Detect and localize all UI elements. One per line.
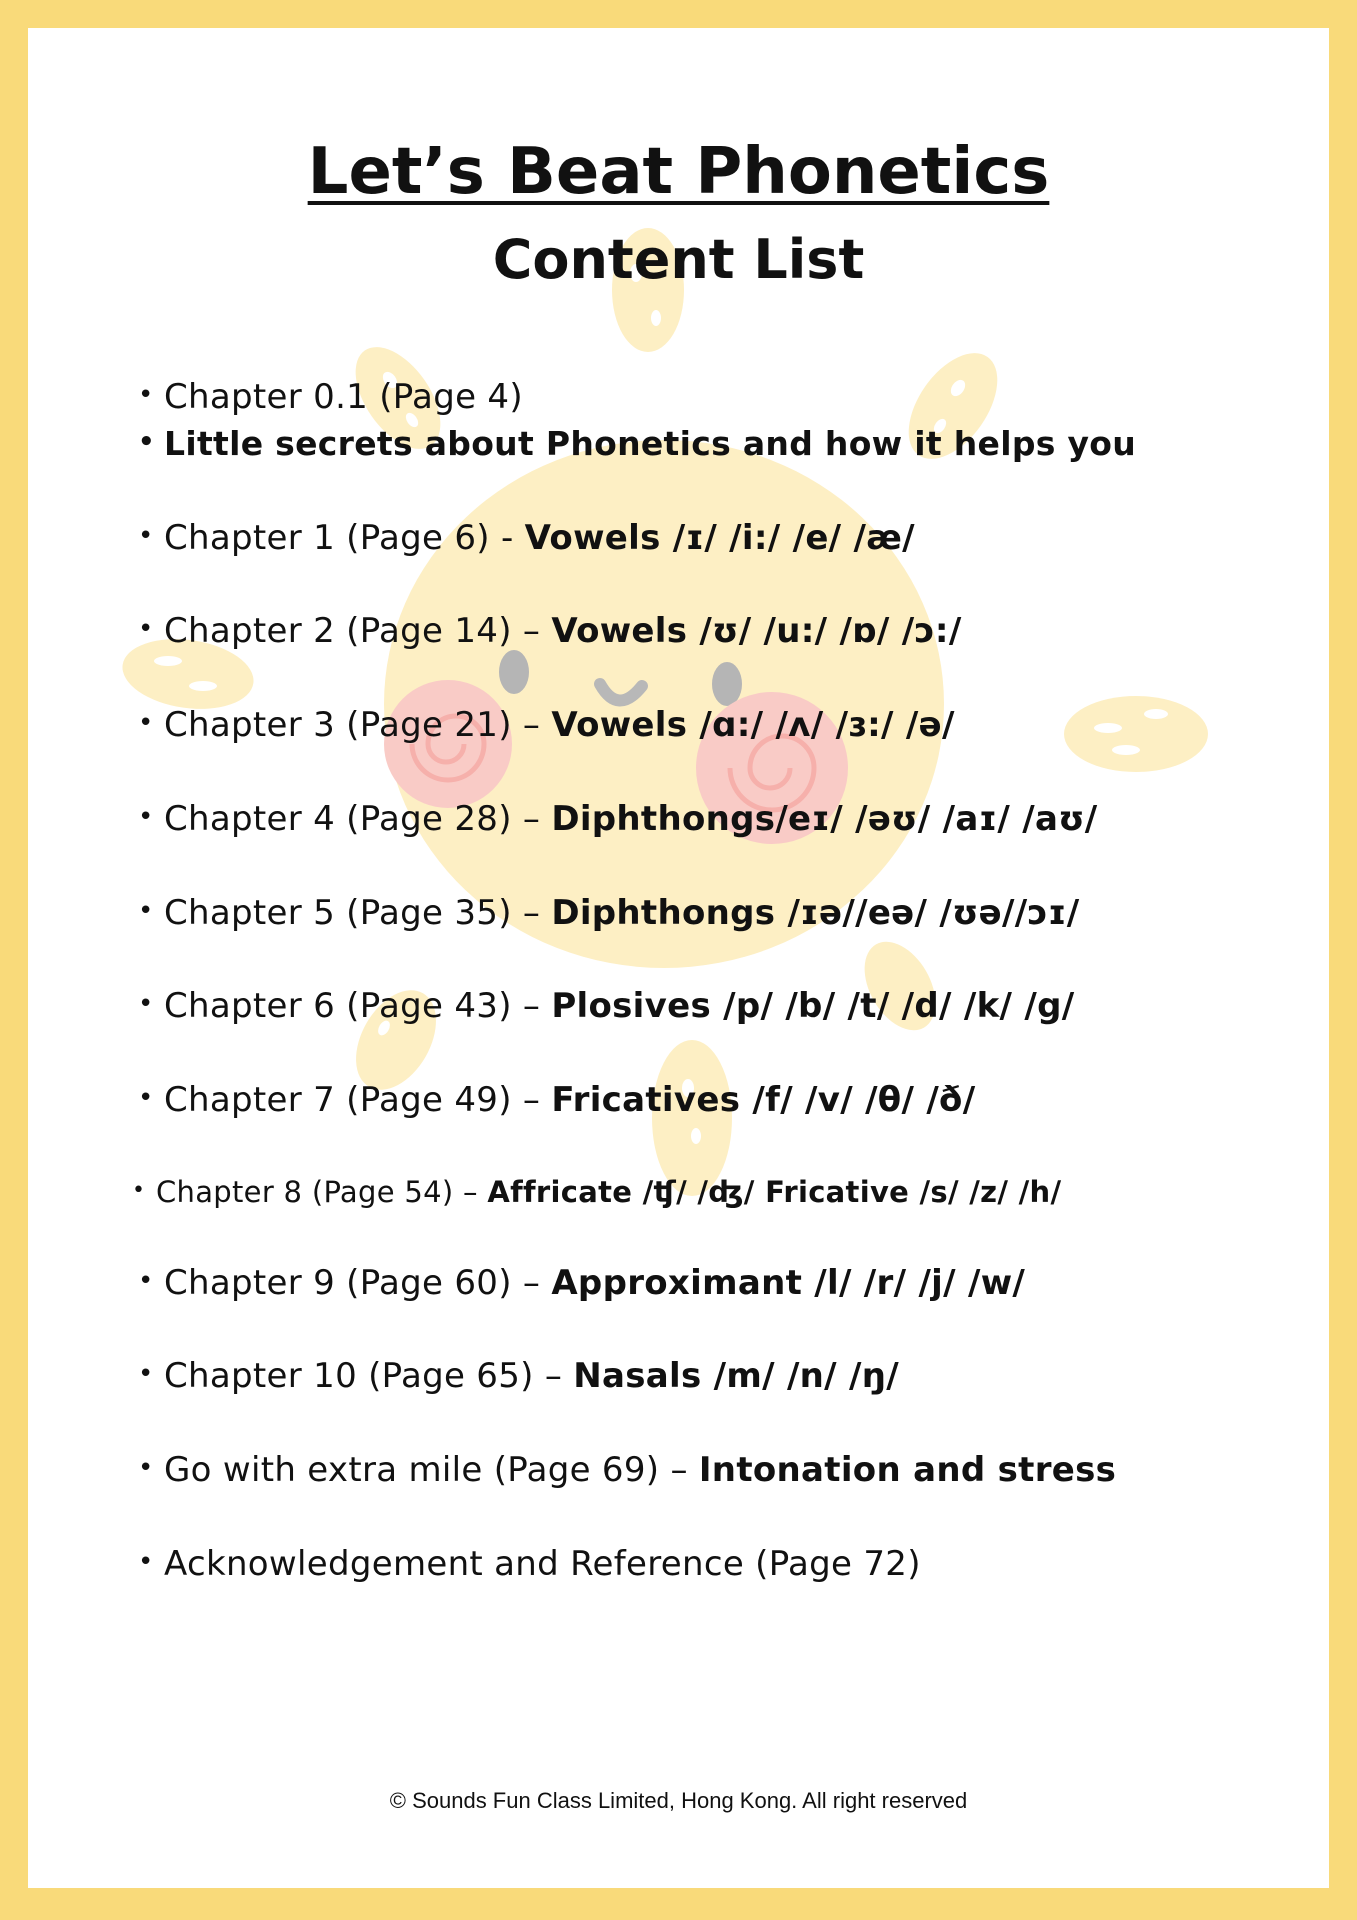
list-item bbox=[164, 799, 1098, 839]
chapter-topic: Plosives /p/ /b/ /t/ /d/ /k/ /g/ bbox=[551, 986, 1075, 1026]
chapter-topic: Diphthongs/eɪ/ /əʊ/ /aɪ/ /aʊ/ bbox=[551, 799, 1098, 839]
chapter-label: Go with extra mile (Page 69) – bbox=[164, 1450, 699, 1490]
chapter-label: Chapter 5 (Page 35) – bbox=[164, 893, 552, 933]
list-item bbox=[164, 705, 955, 745]
list-item bbox=[164, 893, 1080, 933]
chapter-label: Chapter 7 (Page 49) – bbox=[164, 1080, 552, 1120]
list-item bbox=[164, 377, 523, 417]
chapter-label: Chapter 2 (Page 14) – bbox=[164, 611, 552, 651]
chapter-label: Chapter 8 (Page 54) – bbox=[156, 1175, 488, 1209]
list-item bbox=[164, 986, 1075, 1026]
document-page bbox=[28, 28, 1329, 1888]
content-list-heading: Content List bbox=[492, 228, 865, 291]
list-item bbox=[164, 1450, 1117, 1490]
chapter-topic: Approximant /l/ /r/ /j/ /w/ bbox=[551, 1263, 1026, 1303]
document-title: Let’s Beat Phonetics bbox=[307, 135, 1050, 209]
chapter-topic: Fricatives /f/ /v/ /θ/ /ð/ bbox=[551, 1080, 976, 1120]
list-item bbox=[164, 1356, 899, 1396]
chapter-label: Chapter 4 (Page 28) – bbox=[164, 799, 552, 839]
list-item bbox=[156, 1175, 1062, 1209]
chapter-topic: Affricate /ʧ/ /ʤ/ Fricative /s/ /z/ /h/ bbox=[487, 1175, 1062, 1209]
chapter-label: Chapter 9 (Page 60) – bbox=[164, 1263, 552, 1303]
chapter-label: Chapter 0.1 (Page 4) bbox=[164, 377, 523, 417]
list-item bbox=[164, 518, 915, 558]
chapter-label: Chapter 3 (Page 21) – bbox=[164, 705, 552, 745]
list-item bbox=[164, 1080, 976, 1120]
chapter-topic: Little secrets about Phonetics and how it helps you bbox=[164, 424, 1137, 463]
list-item bbox=[164, 1263, 1026, 1303]
chapter-topic: Vowels /ɑ:/ /ʌ/ /ɜ:/ /ə/ bbox=[551, 705, 955, 745]
chapter-topic: Intonation and stress bbox=[698, 1450, 1117, 1490]
list-item bbox=[164, 424, 1137, 463]
chapter-topic: Diphthongs /ɪə//eə/ /ʊə//ɔɪ/ bbox=[551, 893, 1080, 933]
chapter-label: Acknowledgement and Reference (Page 72) bbox=[164, 1544, 921, 1584]
chapter-topic: Vowels /ɪ/ /i:/ /e/ /æ/ bbox=[524, 518, 915, 558]
chapter-label: Chapter 10 (Page 65) – bbox=[164, 1356, 574, 1396]
chapter-label: Chapter 1 (Page 6) - bbox=[164, 518, 525, 558]
content-list bbox=[28, 28, 1329, 1888]
copyright-footer: © Sounds Fun Class Limited, Hong Kong. All right reserved bbox=[389, 1788, 968, 1813]
chapter-topic: Vowels /ʊ/ /u:/ /ɒ/ /ɔ:/ bbox=[551, 611, 962, 651]
list-item bbox=[164, 1544, 921, 1584]
chapter-label: Chapter 6 (Page 43) – bbox=[164, 986, 552, 1026]
list-item bbox=[164, 611, 962, 651]
chapter-topic: Nasals /m/ /n/ /ŋ/ bbox=[573, 1356, 899, 1396]
